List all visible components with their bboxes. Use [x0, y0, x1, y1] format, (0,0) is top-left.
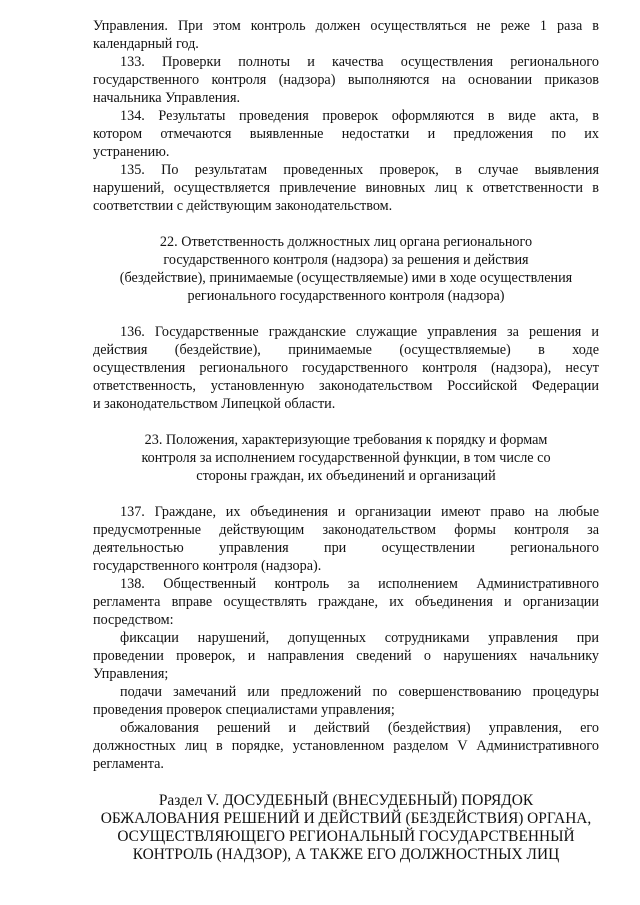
- text-line: Управления;: [93, 666, 169, 682]
- text-line: должностных лиц в порядке, установленном разделом V Административного: [93, 738, 599, 754]
- text-line: регламента вправе осуществлять граждане, их объединения и организации: [93, 594, 599, 610]
- text-line: 133. Проверки полноты и качества осуществления регионального: [120, 54, 599, 70]
- text-line: 137. Граждане, их объединения и организации имеют право на любые: [120, 504, 599, 520]
- text-line: действия (бездействие), принимаемые (осуществляемые) в ходе: [93, 342, 599, 358]
- section-heading-line: регионального государственного контроля (надзора): [187, 288, 505, 304]
- text-line: 134. Результаты проведения проверок оформляются в виде акта, в: [120, 108, 599, 124]
- chapter-heading-line: КОНТРОЛЬ (НАДЗОР), А ТАКЖЕ ЕГО ДОЛЖНОСТНЫХ ЛИЦ: [132, 846, 560, 863]
- text-line: проведении проверок, и направления сведений о нарушениях начальнику: [93, 648, 599, 664]
- section-heading-line: контроля за исполнением государственной функции, в том числе со: [141, 450, 551, 466]
- text-line: подачи замечаний или предложений по совершенствованию процедуры: [120, 684, 599, 700]
- text-line: устранению.: [93, 144, 170, 160]
- section-heading-line: стороны граждан, их объединений и организаций: [196, 468, 496, 484]
- text-line: нарушений, осуществляется привлечение виновных лиц к ответственности в: [93, 180, 599, 196]
- chapter-heading-line: ОСУЩЕСТВЛЯЮЩЕГО РЕГИОНАЛЬНЫЙ ГОСУДАРСТВЕННЫЙ: [117, 828, 575, 845]
- text-line: и законодательством Липецкой области.: [93, 396, 336, 412]
- text-line: 135. По результатам проведенных проверок, в случае выявления: [120, 162, 599, 178]
- text-line: обжалования решений и действий (бездействия) управления, его: [120, 720, 599, 736]
- text-line: государственного контроля (надзора) выполняются на основании приказов: [93, 72, 599, 88]
- section-heading-line: 22. Ответственность должностных лиц органа регионального: [159, 234, 533, 250]
- text-line: ответственность, установленную законодательством Российской Федерации: [93, 378, 599, 394]
- text-line: осуществления регионального государственного контроля (надзора), несут: [93, 360, 599, 376]
- section-heading-line: 23. Положения, характеризующие требования к порядку и формам: [144, 432, 548, 448]
- text-line: начальника Управления.: [93, 90, 241, 106]
- text-line: 138. Общественный контроль за исполнением Административного: [120, 576, 599, 592]
- text-line: проведения проверок специалистами управления;: [93, 702, 395, 718]
- text-line: деятельностью управления при осуществлении регионального: [93, 540, 599, 556]
- text-line: предусмотренные действующим законодательством формы контроля за: [93, 522, 599, 538]
- text-line: соответствии с действующим законодательством.: [93, 198, 393, 214]
- section-heading-line: государственного контроля (надзора) за решения и действия: [163, 252, 529, 268]
- text-line: фиксации нарушений, допущенных сотрудниками управления при: [120, 630, 599, 646]
- text-line: посредством:: [93, 612, 174, 628]
- text-line: котором отмечаются выявленные недостатки и предложения по их: [93, 126, 599, 142]
- text-line: календарный год.: [93, 36, 199, 52]
- text-line: Управления. При этом контроль должен осуществляться не реже 1 раза в: [93, 18, 599, 34]
- chapter-heading-line: Раздел V. ДОСУДЕБНЫЙ (ВНЕСУДЕБНЫЙ) ПОРЯДОК: [158, 792, 534, 809]
- section-heading-line: (бездействие), принимаемые (осуществляемые) ими в ходе осуществления: [119, 270, 573, 286]
- text-line: 136. Государственные гражданские служащие управления за решения и: [120, 324, 599, 340]
- text-line: государственного контроля (надзора).: [93, 558, 322, 574]
- chapter-heading-line: ОБЖАЛОВАНИЯ РЕШЕНИЙ И ДЕЙСТВИЙ (БЕЗДЕЙСТВИЯ) ОРГАНА,: [100, 810, 592, 827]
- text-line: регламента.: [93, 756, 164, 772]
